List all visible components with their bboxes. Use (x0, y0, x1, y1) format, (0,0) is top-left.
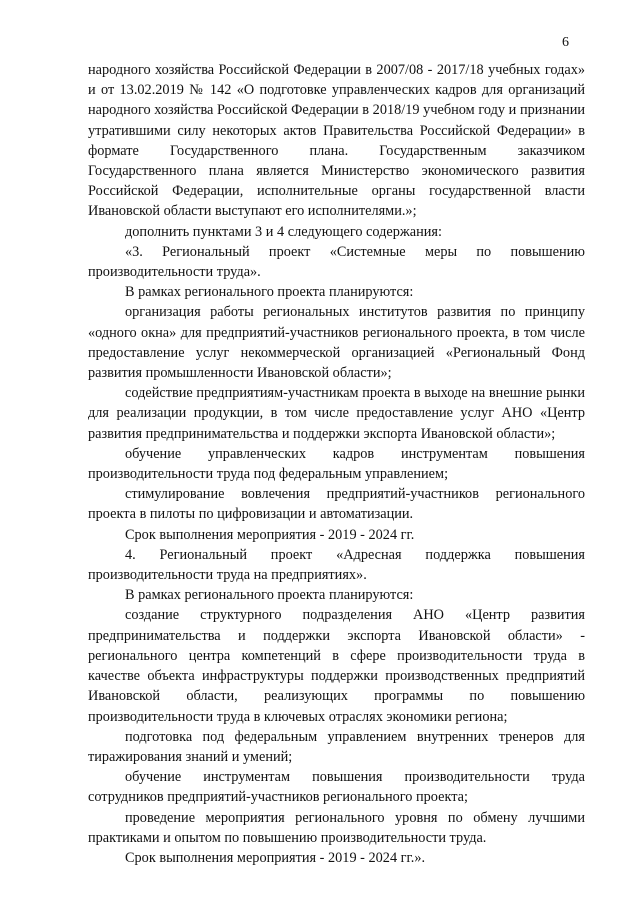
body-text (88, 60, 585, 868)
paragraph: создание структурного подразделения АНО «Центр развития предпринимательства и поддержки экспорта Ивановской области» - регионального центра компетенций в сфере производительности труда в качестве объекта инфраструктуры поддержки производственных предприятий Ивановской области, реализующих программы по повышению производительности труда в ключевых отраслях экономики региона; (88, 607, 585, 725)
paragraph: В рамках регионального проекта планируются: (125, 284, 414, 301)
page-number: 6 (562, 35, 569, 50)
paragraph: Срок выполнения мероприятия - 2019 - 2024 гг. (125, 526, 415, 543)
paragraph: Срок выполнения мероприятия - 2019 - 2024 гг.». (125, 849, 426, 866)
paragraph: обучение инструментам повышения производительности труда сотрудников предприятий-участников регионального проекта; (88, 769, 585, 806)
paragraph: организация работы региональных институтов развития по принципу «одного окна» для предприятий-участников регионального проекта, в том числе предоставление услуг некоммерческой организацией «Региональный Фонд развития промышленности Ивановской области»; (88, 304, 585, 382)
paragraph: обучение управленческих кадров инструментам повышения производительности труда под федеральным управлением; (88, 445, 585, 483)
paragraph: В рамках регионального проекта планируются: (125, 587, 414, 604)
paragraph: подготовка под федеральным управлением внутренних тренеров для тиражирования знаний и умений; (88, 728, 585, 765)
paragraph: «3. Региональный проект «Системные меры по повышению производительности труда». (88, 243, 585, 281)
paragraph: проведение мероприятия регионального уровня по обмену лучшими практиками и опытом по повышению производительности труда. (88, 809, 585, 846)
paragraph: дополнить пунктами 3 и 4 следующего содержания: (125, 223, 442, 240)
paragraph: содействие предприятиям-участникам проекта в выходе на внешние рынки для реализации продукции, в том числе предоставление услуг АНО «Центр развития предпринимательства и поддержки экспорта Ивановской области»; (88, 385, 585, 442)
paragraph: стимулирование вовлечения предприятий-участников регионального проекта в пилоты по цифровизации и автоматизации. (88, 486, 585, 523)
paragraph: 4. Региональный проект «Адресная поддержка повышения производительности труда на предприятиях». (88, 546, 585, 584)
paragraph: народного хозяйства Российской Федерации в 2007/08 - 2017/18 учебных годах» и от 13.02.2019 № 142 «О подготовке управленческих кадров для организаций народного хозяйства Российской Федерации в 2018/19 учебном году и признании утратившими силу некоторых актов Правительства Российской Федерации» в формате Государственного плана. Государственным заказчиком Государственного плана является Министерство экономического развития Российской Федерации, исполнительные органы государственной власти Ивановской области выступают его исполнителями.»; (88, 62, 585, 220)
